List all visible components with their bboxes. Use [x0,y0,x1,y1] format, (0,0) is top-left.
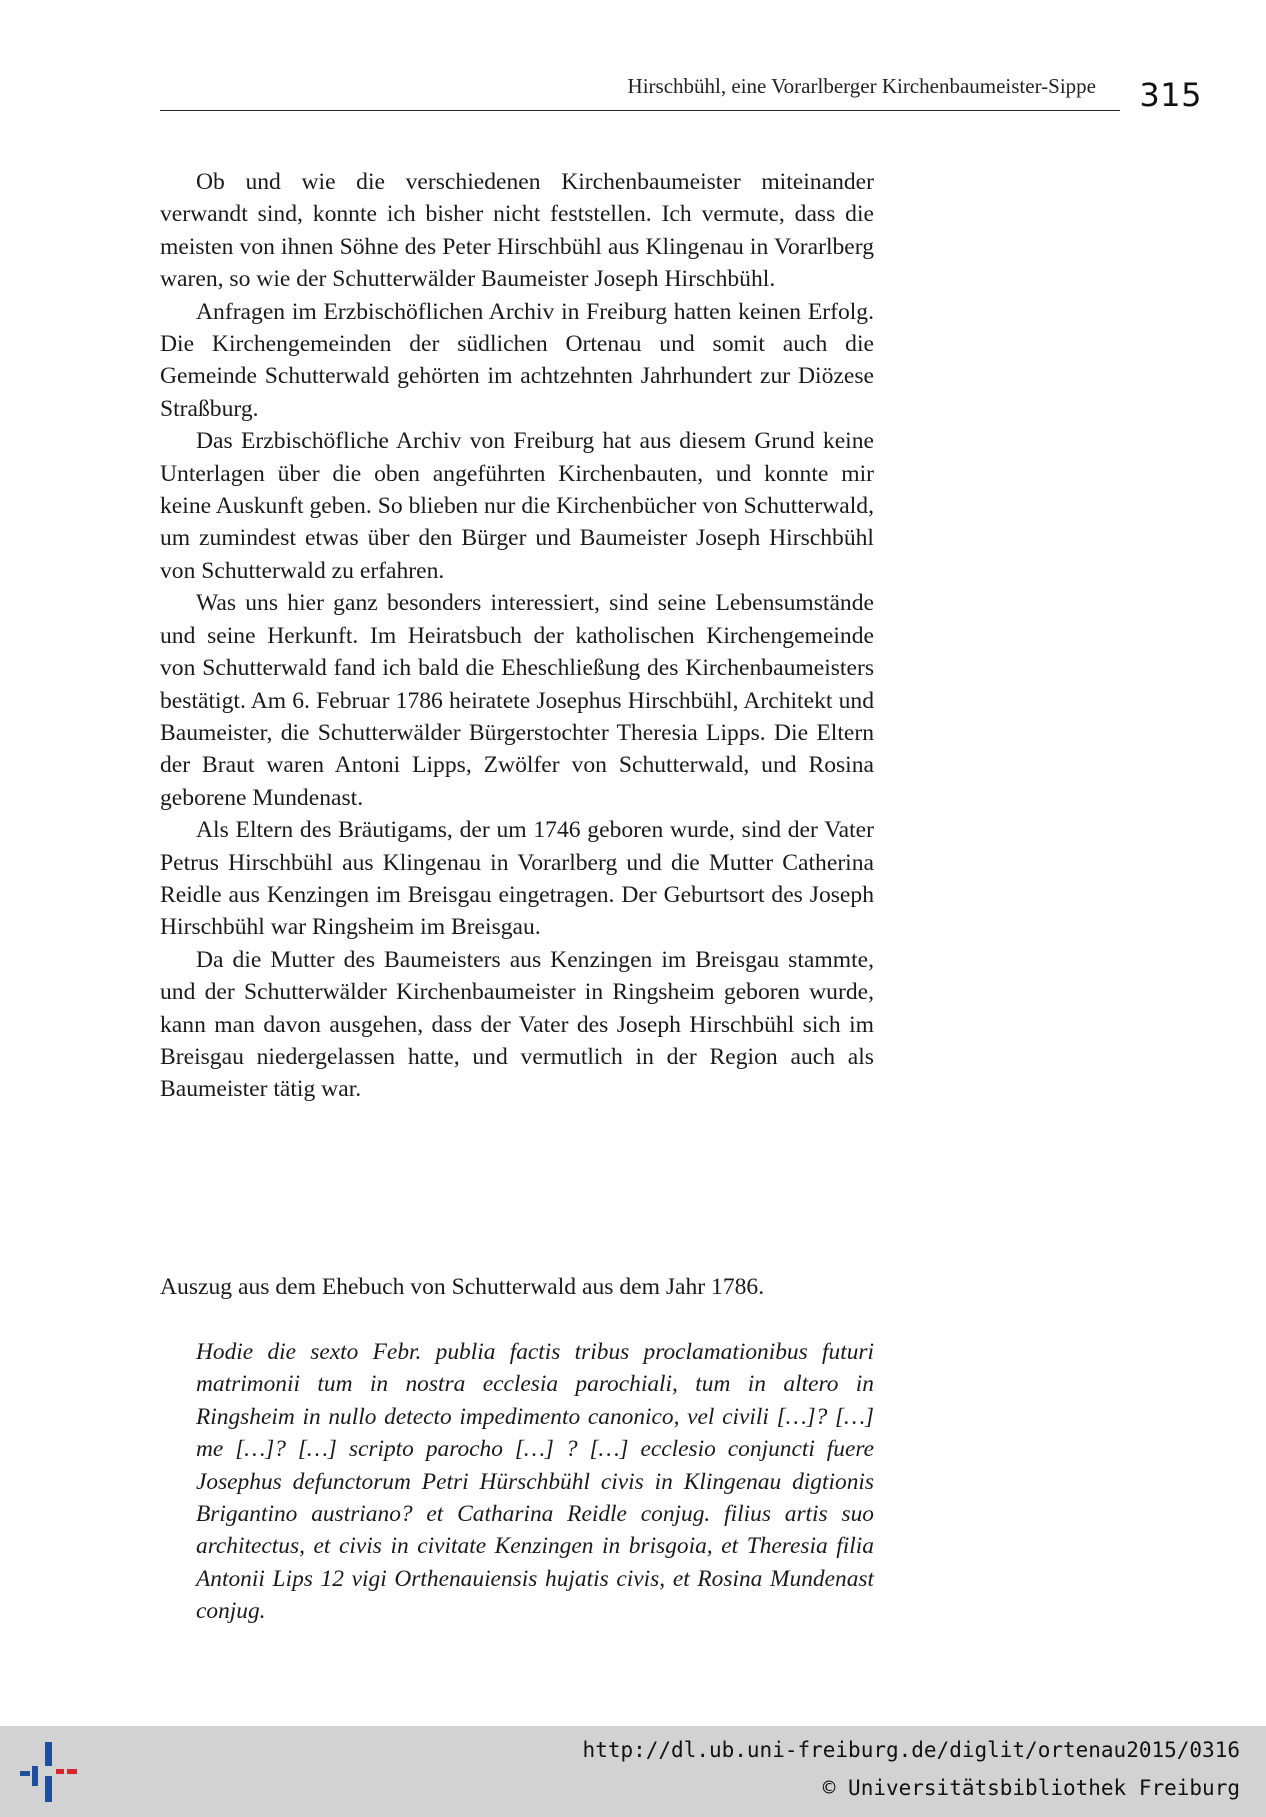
paragraph: Als Eltern des Bräutigams, der um 1746 geboren wurde, sind der Vater Petrus Hirschbühl aus Klingenau in Vorarlberg und die Mutter Catherina Reidle aus Kenzingen im Breisgau eingetragen. Der Geburtsort des Joseph Hirschbühl war Ringsheim im Breisgau. [160,817,874,941]
footer-copyright: © Universitätsbibliothek Freiburg [822,1776,1240,1800]
ub-freiburg-logo-icon[interactable] [18,1736,78,1806]
excerpt-caption: Auszug aus dem Ehebuch von Schutterwald aus dem Jahr 1786. [160,1274,765,1300]
paragraph: Das Erzbischöfliche Archiv von Freiburg hat aus diesem Grund keine Unterlagen über die oben angeführten Kirchenbauten, und konnte mir keine Auskunft geben. So blieben nur die Kirchenbücher von Schutterwald, um zumindest etwas über den Bürger und Baumeister Joseph Hirschbühl von Schutterwald zu erfahren. [160,428,874,584]
header-rule [160,110,1120,111]
footer-url-link[interactable]: http://dl.ub.uni-freiburg.de/diglit/ortenau2015/0316 [582,1738,1240,1762]
page-number: 315 [1139,76,1202,114]
body-text [160,166,874,1106]
paragraph: Anfragen im Erzbischöflichen Archiv in Freiburg hatten keinen Erfolg. Die Kirchengemeinden der südlichen Ortenau und somit auch die Gemeinde Schutterwald gehörten im achtzehnten Jahrhundert zur Diözese Straßburg. [160,298,874,422]
running-title: Hirschbühl, eine Vorarlberger Kirchenbaumeister-Sippe [627,74,1096,98]
latin-quote: Hodie die sexto Febr. publia factis tribus proclamationibus futuri matrimonii tum in nostra ecclesia parochiali, tum in altero in Ringsheim in nullo detecto impedimento canonico, vel civili […]? […] me […]? […] scripto parocho […] ? […] ecclesio conjuncti fuere Josephus defunctorum Petri Hürschbühl civis in Klingenau digtionis Brigantino austriano? et Catharina Reidle conjug. filius artis suo architectus, et civis in civitate Kenzingen in brisgoia, et Theresia filia Antonii Lips 12 vigi Orthenauiensis hujatis civis, et Rosina Mundenast conjug. [196,1339,874,1625]
paragraph: Was uns hier ganz besonders interessiert, sind seine Lebensumstände und seine Herkunft. Im Heiratsbuch der katholischen Kirchengemeinde von Schutterwald fand ich bald die Eheschließung des Kirchenbaumeisters bestätigt. Am 6. Februar 1786 heiratete Josephus Hirschbühl, Architekt und Baumeister, die Schutterwälder Bürgerstochter Theresia Lipps. Die Eltern der Braut waren Antoni Lipps, Zwölfer von Schutterwald, und Rosina geborene Mundenast. [160,590,874,811]
paragraph: Ob und wie die verschiedenen Kirchenbaumeister miteinander verwandt sind, konnte ich bisher nicht feststellen. Ich vermute, dass die meisten von ihnen Söhne des Peter Hirschbühl aus Klingenau in Vorarlberg waren, so wie der Schutterwälder Baumeister Joseph Hirschbühl. [160,169,874,293]
running-header [160,74,1202,114]
footer-bar [0,1726,1266,1817]
paragraph: Da die Mutter des Baumeisters aus Kenzingen im Breisgau stammte, und der Schutterwälder Kirchenbaumeister in Ringsheim geboren wurde, kann man davon ausgehen, dass der Vater des Joseph Hirschbühl sich im Breisgau niedergelassen hatte, und vermutlich in der Region auch als Baumeister tätig war. [160,946,874,1103]
